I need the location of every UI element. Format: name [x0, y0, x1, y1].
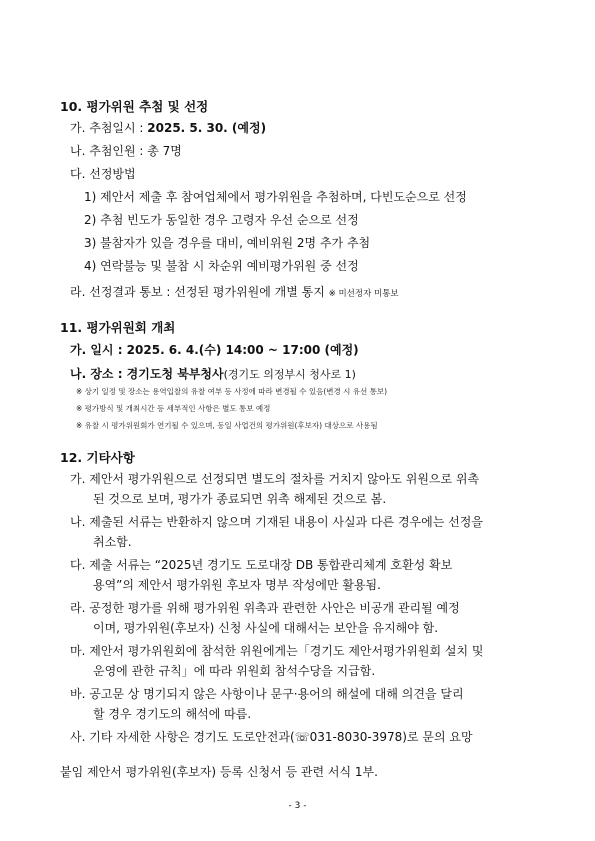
etc-item-line2: 운영에 관한 규칙」에 따라 위원회 참석수당을 지급함. — [93, 664, 376, 678]
etc-item-line2: 할 경우 경기도의 해석에 따름. — [93, 707, 252, 721]
selection-method-heading: 다. 선정방법 — [70, 167, 136, 181]
selection-method-item: 2) 추첨 빈도가 동일한 경우 고령자 우선 순으로 선정 — [84, 213, 359, 227]
draw-date-label: 가. 추첨일시 : — [70, 121, 148, 135]
selection-method-item: 1) 제안서 제출 후 참여업체에서 평가위원을 추첨하며, 다빈도순으로 선정 — [84, 190, 467, 204]
etc-item-line1: 사. 기타 자세한 사항은 경기도 도로안전과(☏031-8030-3978)로 문의 요망 — [70, 730, 473, 744]
section-11-title: 11. 평가위원회 개최 — [60, 320, 176, 335]
etc-item-line2: 된 것으로 보며, 평가가 종료되면 위촉 해제된 것으로 봄. — [93, 492, 387, 506]
meeting-place: 나. 장소 : 경기도청 북부청사 — [70, 367, 224, 381]
draw-count: 나. 추첨인원 : 총 7명 — [70, 144, 182, 158]
meeting-datetime: 가. 일시 : 2025. 6. 4.(수) 14:00 ~ 17:00 (예정) — [70, 343, 359, 357]
selection-result-text: 라. 선정결과 통보 : 선정된 평가위원에 개별 통지 — [70, 285, 325, 299]
etc-item-line1: 나. 제출된 서류는 반환하지 않으며 기재된 내용이 사실과 다른 경우에는 선정을 — [70, 515, 483, 529]
etc-item-line1: 바. 공고문 상 명기되지 않은 사항이나 문구·용어의 해설에 대해 의견을 달리 — [70, 687, 464, 701]
draw-date-line — [70, 120, 266, 136]
section-12-title: 12. 기타사항 — [60, 450, 135, 465]
meeting-place-address: (경기도 의정부시 청사로 1) — [223, 368, 356, 381]
selection-method-item: 3) 불참자가 있을 경우를 대비, 예비위원 2명 추가 추첨 — [84, 236, 371, 250]
etc-item-line1: 라. 공정한 평가를 위해 평가위원 위촉과 관련한 사안은 비공개 관리될 예정 — [70, 601, 460, 615]
meeting-note: ※ 유찰 시 평가위원회가 연기될 수 있으며, 동일 사업건의 평가위원(후보자) 대상으로 사용됨 — [76, 421, 378, 430]
draw-date-value: 2025. 5. 30. (예정) — [147, 121, 267, 135]
etc-item-line2: 용역”의 제안서 평가위원 후보자 명부 작성에만 활용됨. — [93, 578, 381, 592]
meeting-note: ※ 평가방식 및 개최시간 등 세부적인 사항은 별도 통보 예정 — [76, 404, 271, 413]
meeting-note: ※ 상기 일정 및 장소는 용역입찰의 유찰 여부 등 사정에 따라 변경될 수 있음(변경 시 유선 통보) — [76, 387, 388, 396]
etc-item-line1: 마. 제안서 평가위원회에 참석한 위원에게는「경기도 제안서평가위원회 설치 및 — [70, 644, 484, 658]
section-10-title: 10. 평가위원 추첨 및 선정 — [60, 99, 209, 114]
selection-method-item: 4) 연락불능 및 불참 시 차순위 예비평가위원 중 선정 — [84, 259, 359, 273]
etc-item-line1: 다. 제출 서류는 “2025년 경기도 도로대장 DB 통합관리체계 호환성 확보 — [70, 558, 453, 572]
etc-item-line2: 취소함. — [93, 535, 132, 549]
page-number: - 3 - — [288, 801, 307, 811]
selection-result-line — [70, 284, 399, 302]
meeting-place-line — [70, 366, 356, 383]
etc-item-line2: 이며, 평가위원(후보자) 신청 사실에 대해서는 보안을 유지해야 함. — [93, 621, 439, 635]
etc-item-line1: 가. 제안서 평가위원으로 선정되면 별도의 절차를 거치지 않아도 위원으로 위촉 — [70, 472, 480, 486]
selection-result-note: ※ 미선정자 미통보 — [328, 289, 399, 299]
attachment-note: 붙임 제안서 평가위원(후보자) 등록 신청서 등 관련 서식 1부. — [60, 765, 378, 779]
